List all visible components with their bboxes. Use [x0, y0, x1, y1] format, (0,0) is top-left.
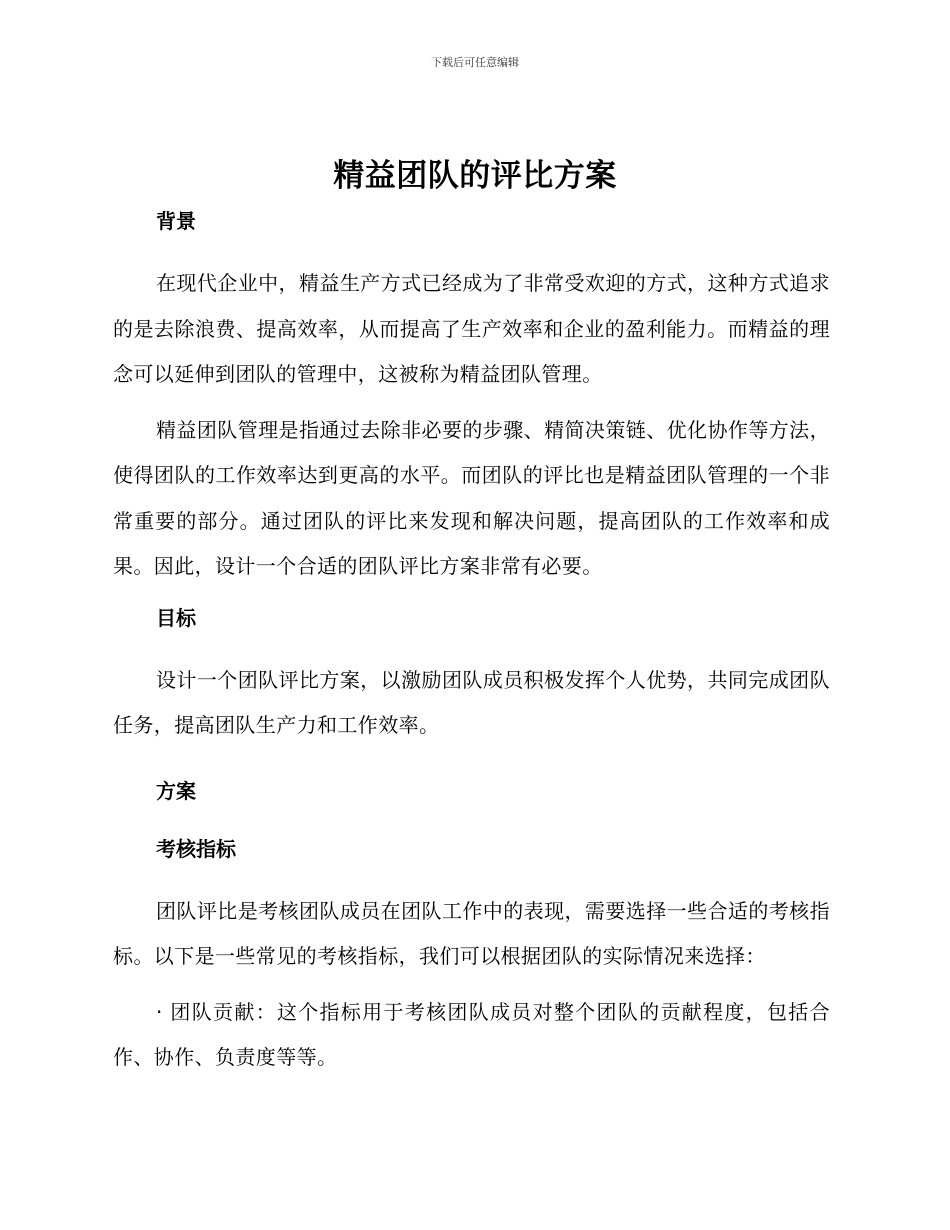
- section-heading-plan: 方案: [156, 778, 196, 803]
- header-note: 下载后可任意编辑: [431, 56, 519, 69]
- document-title: 精益团队的评比方案: [333, 158, 617, 194]
- list-item-team-contribution: · 团队贡献：这个指标用于考核团队成员对整个团队的贡献程度，包括合作、协作、负责度等等。: [113, 999, 830, 1069]
- section-heading-goal: 目标: [156, 605, 196, 630]
- section-heading-background: 背景: [156, 209, 196, 233]
- paragraph-indicators-1: 团队评比是考核团队成员在团队工作中的表现，需要选择一些合适的考核指标。以下是一些常见的考核指标，我们可以根据团队的实际情况来选择：: [113, 898, 830, 968]
- sub-heading-indicators: 考核指标: [156, 836, 236, 861]
- paragraph-goal-1: 设计一个团队评比方案，以激励团队成员积极发挥个人优势，共同完成团队任务，提高团队生产力和工作效率。: [113, 667, 830, 737]
- document-body: [113, 203, 830, 1081]
- paragraph-background-2: 精益团队管理是指通过去除非必要的步骤、精简决策链、优化协作等方法，使得团队的工作效率达到更高的水平。而团队的评比也是精益团队管理的一个非常重要的部分。通过团队的评比来发现和解决问题，提高团队的工作效率和成果。因此，设计一个合适的团队评比方案非常有必要。: [113, 417, 830, 578]
- paragraph-background-1: 在现代企业中，精益生产方式已经成为了非常受欢迎的方式，这种方式追求的是去除浪费、提高效率，从而提高了生产效率和企业的盈利能力。而精益的理念可以延伸到团队的管理中，这被称为精益团队管理。: [113, 271, 830, 386]
